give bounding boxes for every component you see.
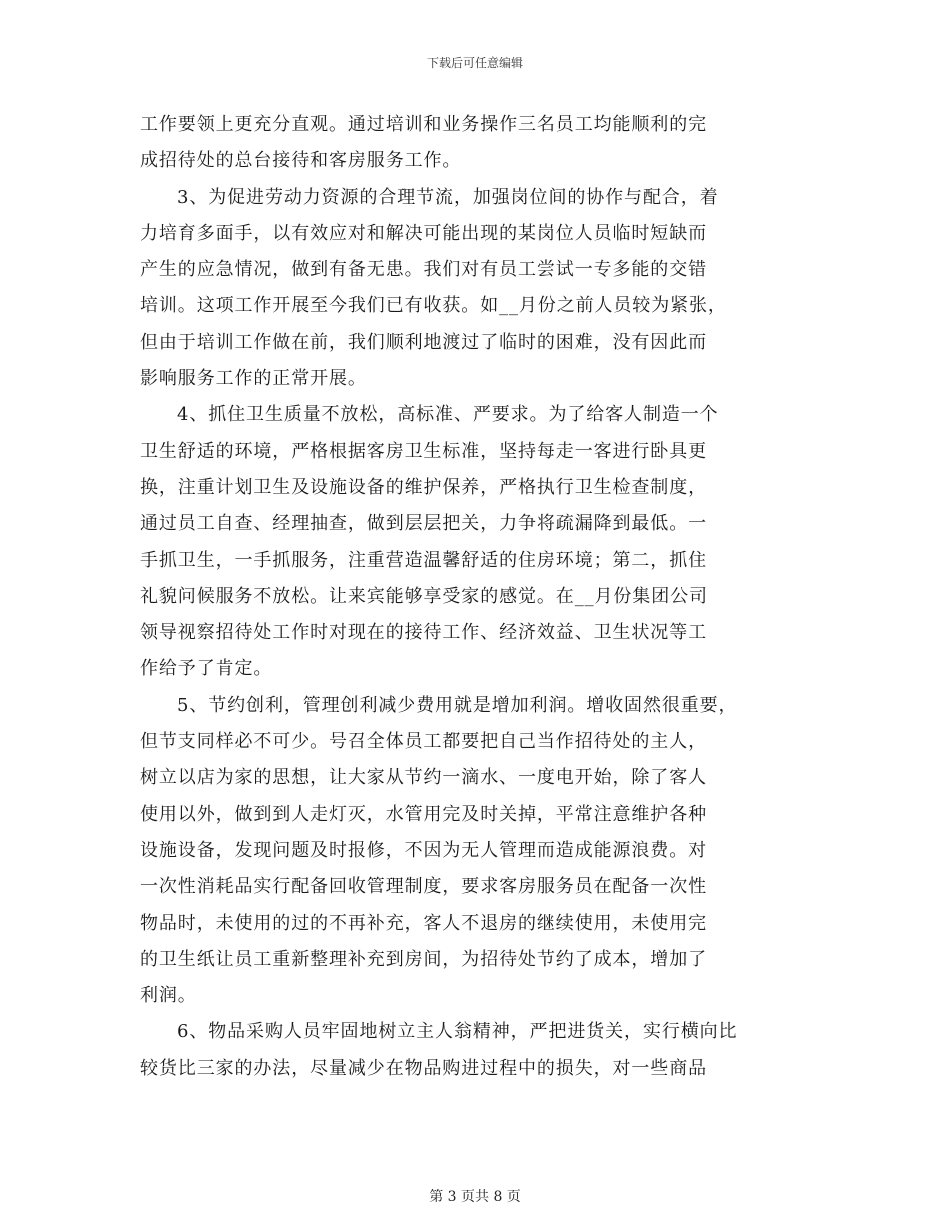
paragraph-first-line: 6、物品采购人员牢固地树立主人翁精神，严把进货关，实行横向比 xyxy=(177,1021,738,1043)
paragraph-line: 使用以外，做到到人走灯灭，水管用完及时关掉，平常注意维护各种 xyxy=(140,803,707,825)
paragraph-line: 但节支同样必不可少。号召全体员工都要把自己当作招待处的主人， xyxy=(140,731,707,753)
paragraph-line: 通过员工自查、经理抽查，做到层层把关，力争将疏漏降到最低。一 xyxy=(140,513,707,535)
paragraph-first-line: 5、节约创利，管理创利减少费用就是增加利润。增收固然很重要， xyxy=(177,694,738,716)
paragraph-line: 作给予了肯定。 xyxy=(140,658,273,680)
document-body xyxy=(140,107,820,1087)
paragraph-first-line: 3、为促进劳动力资源的合理节流，加强岗位间的协作与配合，着 xyxy=(177,186,719,208)
paragraph-line: 较货比三家的办法，尽量减少在物品购进过程中的损失，对一些商品 xyxy=(140,1057,707,1079)
paragraph-line: 物品时，未使用的过的不再补充，客人不退房的继续使用，未使用完 xyxy=(140,912,707,934)
paragraph-line: 影响服务工作的正常开展。 xyxy=(140,368,367,390)
paragraph-line: 卫生舒适的环境，严格根据客房卫生标准，坚持每走一客进行卧具更 xyxy=(140,440,707,462)
paragraph-line: 培训。这项工作开展至今我们已有收获。如__月份之前人员较为紧张， xyxy=(140,295,727,317)
page-footer: 第 3 页共 8 页 xyxy=(429,1189,521,1205)
paragraph-line: 成招待处的总台接待和客房服务工作。 xyxy=(140,150,462,172)
paragraph-line: 设施设备，发现问题及时报修，不因为无人管理而造成能源浪费。对 xyxy=(140,839,707,861)
paragraph-line: 一次性消耗品实行配备回收管理制度，要求客房服务员在配备一次性 xyxy=(140,876,707,898)
paragraph-line: 换，注重计划卫生及设施设备的维护保养，严格执行卫生检查制度， xyxy=(140,476,707,498)
paragraph-line: 产生的应急情况，做到有备无患。我们对有员工尝试一专多能的交错 xyxy=(140,259,707,281)
paragraph-line: 力培育多面手，以有效应对和解决可能出现的某岗位人员临时短缺而 xyxy=(140,222,707,244)
paragraph-line: 的卫生纸让员工重新整理补充到房间，为招待处节约了成本，增加了 xyxy=(140,948,707,970)
paragraph-line: 手抓卫生，一手抓服务，注重营造温馨舒适的住房环境；第二，抓住 xyxy=(140,549,707,571)
paragraph-line: 树立以店为家的思想，让大家从节约一滴水、一度电开始，除了客人 xyxy=(140,767,707,789)
paragraph-line: 利润。 xyxy=(140,985,197,1007)
paragraph-line: 领导视察招待处工作时对现在的接待工作、经济效益、卫生状况等工 xyxy=(140,622,707,644)
paragraph-first-line: 4、抓住卫生质量不放松，高标准、严要求。为了给客人制造一个 xyxy=(177,404,719,426)
paragraph-line: 礼貌问候服务不放松。让来宾能够享受家的感觉。在__月份集团公司 xyxy=(140,585,708,607)
paragraph-line: 工作要领上更充分直观。通过培训和业务操作三名员工均能顺利的完 xyxy=(140,114,707,135)
page-header: 下载后可任意编辑 xyxy=(426,56,523,70)
paragraph-line: 但由于培训工作做在前，我们顺利地渡过了临时的困难，没有因此而 xyxy=(140,331,707,353)
